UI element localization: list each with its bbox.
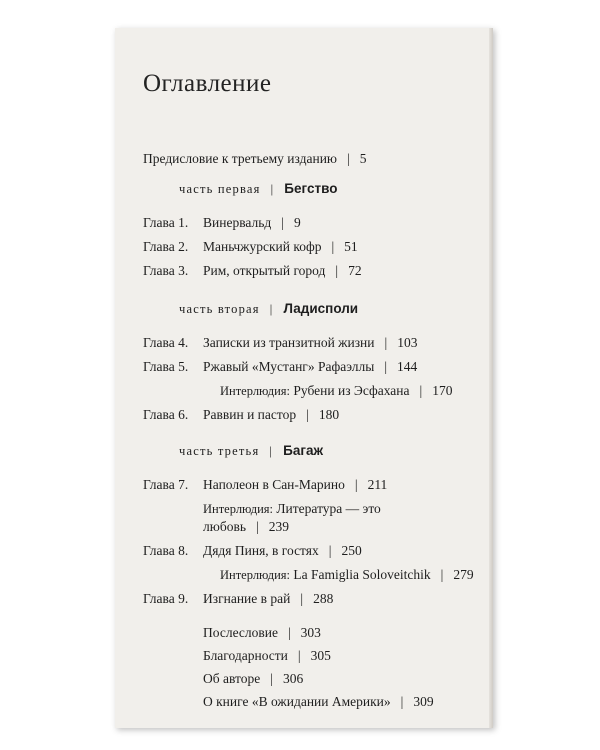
chapter-number: Глава 6. (143, 407, 189, 422)
separator: | (297, 648, 301, 663)
separator: | (440, 567, 444, 582)
entry-title: Дядя Пиня, в гостях (203, 543, 319, 558)
entry-title: Предисловие к третьему изданию (143, 151, 338, 166)
toc-entry-about-book (203, 694, 434, 710)
part-label: часть первая (179, 182, 261, 196)
separator: | (419, 383, 423, 398)
separator: | (281, 215, 284, 230)
chapter-number: Глава 4. (143, 335, 189, 350)
book-page (115, 28, 493, 728)
separator: | (255, 519, 259, 534)
toc-entry-interlude-1 (220, 383, 452, 399)
part-heading-2 (179, 301, 358, 317)
chapter-number: Глава 9. (143, 591, 189, 606)
toc-entry-chapter-7 (143, 477, 387, 493)
toc-entry-chapter-9 (143, 591, 333, 607)
entry-title: Рим, открытый город (203, 263, 326, 278)
interlude-label: Интерлюдия: (220, 568, 291, 582)
separator: | (347, 151, 350, 166)
chapter-number: Глава 2. (143, 239, 189, 254)
entry-page: 211 (367, 477, 388, 492)
entry-title: Ржавый «Мустанг» Рафаэллы (203, 359, 375, 374)
toc-title: Оглавление (143, 70, 272, 97)
toc-entry-interlude-3 (220, 567, 474, 583)
separator: | (270, 671, 273, 686)
toc-entry-chapter-6 (143, 407, 339, 423)
separator: | (354, 477, 358, 492)
entry-title-continued: любовь (203, 519, 246, 534)
chapter-number: Глава 5. (143, 359, 189, 374)
separator: | (384, 335, 388, 350)
toc-entry-preface (143, 151, 366, 167)
separator: | (306, 407, 309, 422)
page-edge (489, 28, 493, 728)
part-label: часть третья (179, 444, 260, 458)
toc-entry-chapter-2 (143, 239, 358, 255)
entry-page: 103 (397, 335, 418, 350)
entry-title: Литература — это (276, 501, 381, 516)
entry-title: Рубени из Эсфахана (293, 383, 410, 398)
entry-title: Наполеон в Сан-Марино (203, 477, 345, 492)
separator: | (269, 302, 274, 316)
separator: | (287, 625, 291, 640)
chapter-number: Глава 3. (143, 263, 189, 278)
chapter-number: Глава 7. (143, 477, 189, 492)
part-heading-1 (179, 181, 337, 197)
toc-entry-acknowledgements (203, 648, 331, 664)
entry-page: 180 (318, 407, 340, 422)
entry-page: 305 (310, 648, 331, 663)
entry-title: Изгнание в рай (203, 591, 291, 606)
part-name: Ладисполи (283, 301, 359, 316)
entry-page: 250 (341, 543, 362, 558)
toc-entry-about-author (203, 671, 303, 687)
part-label: часть вторая (179, 302, 260, 316)
chapter-number: Глава 1. (143, 215, 189, 230)
toc-entry-afterword (203, 625, 321, 641)
entry-page: 309 (413, 694, 434, 709)
entry-title: Маньчжурский кофр (203, 239, 322, 254)
separator: | (400, 694, 404, 709)
entry-title: Благодарности (203, 648, 288, 663)
separator: | (300, 591, 304, 606)
interlude-label: Интерлюдия: (220, 384, 291, 398)
entry-page: 306 (282, 671, 304, 686)
part-name: Бегство (284, 181, 338, 196)
part-name: Багаж (283, 443, 324, 458)
toc-entry-interlude-2 (203, 501, 381, 517)
entry-title: Послесловие (203, 625, 278, 640)
toc-entry-chapter-8 (143, 543, 362, 559)
part-heading-3 (179, 443, 323, 459)
chapter-number: Глава 8. (143, 543, 189, 558)
entry-page: 5 (359, 151, 367, 166)
entry-page: 239 (268, 519, 289, 534)
toc-entry-chapter-5 (143, 359, 417, 375)
separator: | (269, 444, 274, 458)
separator: | (331, 239, 335, 254)
separator: | (384, 359, 388, 374)
entry-page: 303 (300, 625, 321, 640)
toc-entry-chapter-1 (143, 215, 301, 231)
entry-title: О книге «В ожидании Америки» (203, 694, 391, 709)
entry-page: 144 (397, 359, 418, 374)
separator: | (328, 543, 332, 558)
separator: | (335, 263, 339, 278)
toc-entry-interlude-2-cont (203, 519, 289, 535)
interlude-label: Интерлюдия: (203, 502, 274, 516)
entry-page: 288 (313, 591, 334, 606)
toc-entry-chapter-4 (143, 335, 417, 351)
entry-page: 51 (344, 239, 358, 254)
entry-page: 170 (432, 383, 453, 398)
entry-page: 279 (453, 567, 474, 582)
toc-entry-chapter-3 (143, 263, 362, 279)
entry-title: Винервальд (203, 215, 272, 230)
entry-page: 9 (293, 215, 301, 230)
entry-title: Раввин и пастор (203, 407, 297, 422)
entry-title: Записки из транзитной жизни (203, 335, 375, 350)
entry-title: Об авторе (203, 671, 261, 686)
entry-title: La Famiglia Soloveitchik (293, 567, 431, 582)
entry-page: 72 (348, 263, 362, 278)
separator: | (270, 182, 275, 196)
